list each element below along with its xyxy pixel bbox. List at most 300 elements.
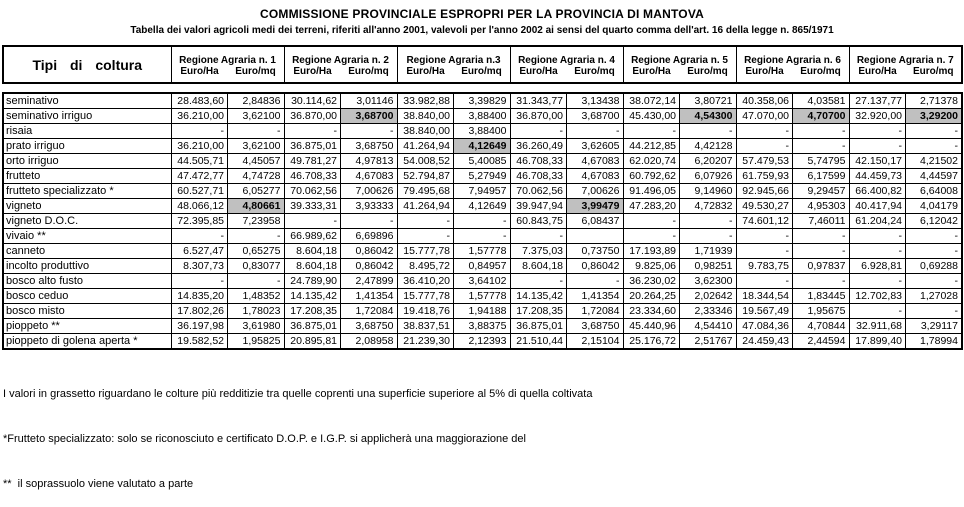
cell-value: 1,48352 (228, 289, 285, 304)
cell-value: 7,00626 (567, 184, 624, 199)
cell-value: 60.527,71 (171, 184, 228, 199)
cell-value: 1,95675 (793, 304, 850, 319)
cell-value: 4,80661 (228, 199, 285, 214)
cell-value: 3,29200 (906, 109, 963, 124)
cell-value: 17.208,35 (284, 304, 341, 319)
cell-value: 60.792,62 (623, 169, 680, 184)
cell-value: 2,02642 (680, 289, 737, 304)
table-row (3, 334, 962, 350)
cell-value: 1,72084 (341, 304, 398, 319)
cell-value: 4,74728 (228, 169, 285, 184)
cell-value: 47.283,20 (623, 199, 680, 214)
cell-value: - (793, 139, 850, 154)
cell-value: 4,70844 (793, 319, 850, 334)
cell-value: 6,12042 (906, 214, 963, 229)
cell-value: 4,67083 (341, 169, 398, 184)
cell-value: 7,23958 (228, 214, 285, 229)
cell-value: - (793, 124, 850, 139)
cell-value: 36.210,00 (171, 139, 228, 154)
cell-value: - (906, 244, 963, 259)
cell-value: 1,72084 (567, 304, 624, 319)
cell-value: 0,83077 (228, 259, 285, 274)
cell-value: 0,84957 (454, 259, 511, 274)
cell-value: 3,88375 (454, 319, 511, 334)
cell-value: 31.343,77 (510, 93, 567, 109)
unit-header-euro-ha: Euro/Ha (623, 66, 680, 83)
footnotes (3, 357, 964, 507)
cell-value: - (849, 139, 906, 154)
cell-value: 18.344,54 (736, 289, 793, 304)
values-table (2, 92, 963, 350)
cell-value: 47.070,00 (736, 109, 793, 124)
cell-value: 54.008,52 (397, 154, 454, 169)
cell-value: 24.459,43 (736, 334, 793, 350)
table-row (3, 109, 962, 124)
row-label-seminativo: seminativo (3, 93, 171, 109)
cell-value: 36.260,49 (510, 139, 567, 154)
cell-value: 3,80721 (680, 93, 737, 109)
cell-value: 4,12649 (454, 139, 511, 154)
region-header-6: Regione Agraria n. 6 (736, 46, 849, 66)
cell-value: - (906, 229, 963, 244)
cell-value: - (849, 229, 906, 244)
cell-value: 1,94188 (454, 304, 511, 319)
cell-value: - (793, 274, 850, 289)
cell-value: 27.137,77 (849, 93, 906, 109)
cell-value: 47.084,36 (736, 319, 793, 334)
cell-value: 3,68750 (341, 319, 398, 334)
table-row (3, 124, 962, 139)
cell-value: 15.777,78 (397, 244, 454, 259)
table-row (3, 259, 962, 274)
cell-value: 3,68750 (567, 319, 624, 334)
cell-value: 2,15104 (567, 334, 624, 350)
cell-value: 14.835,20 (171, 289, 228, 304)
cell-value: 36.197,98 (171, 319, 228, 334)
cell-value: 36.870,00 (284, 109, 341, 124)
cell-value: 4,72832 (680, 199, 737, 214)
cell-value: 70.062,56 (284, 184, 341, 199)
cell-value: 4,04179 (906, 199, 963, 214)
cell-value: - (284, 214, 341, 229)
page-subtitle: Tabella dei valori agricoli medi dei terreni, riferiti all'anno 2001, valevoli per l'anno 2002 ai sensi del quarto comma dell'art. 16 della legge n. 865/1971 (130, 25, 834, 36)
cell-value: 41.264,94 (397, 199, 454, 214)
cell-value: 4,42128 (680, 139, 737, 154)
cell-value: 57.479,53 (736, 154, 793, 169)
cell-value: 1,41354 (567, 289, 624, 304)
cell-value: - (736, 124, 793, 139)
cell-value: - (341, 124, 398, 139)
cell-value: 20.895,81 (284, 334, 341, 350)
cell-value: 5,27949 (454, 169, 511, 184)
cell-value: 36.230,02 (623, 274, 680, 289)
footnote-bold-values: I valori in grassetto riguardano le colture più redditizie tra quelle coprenti una superficie superiore al 5% di quella coltivata (3, 388, 593, 400)
cell-value: - (906, 274, 963, 289)
table-row (3, 244, 962, 259)
cell-value: 44.505,71 (171, 154, 228, 169)
cell-value: - (567, 124, 624, 139)
unit-header-euro-mq: Euro/mq (567, 66, 624, 83)
cell-value: 3,62300 (680, 274, 737, 289)
cell-value: 0,73750 (567, 244, 624, 259)
cell-value: 6,07926 (680, 169, 737, 184)
cell-value: 3,88400 (454, 124, 511, 139)
row-label-prato-irriguo: prato irriguo (3, 139, 171, 154)
cell-value: 4,95303 (793, 199, 850, 214)
cell-value: - (623, 214, 680, 229)
row-label-pioppeto: pioppeto ** (3, 319, 171, 334)
cell-value: 3,64102 (454, 274, 511, 289)
cell-value: 7.375,03 (510, 244, 567, 259)
unit-header-euro-mq: Euro/mq (793, 66, 850, 83)
cell-value: 1,95825 (228, 334, 285, 350)
cell-value: - (228, 124, 285, 139)
cell-value: 4,21502 (906, 154, 963, 169)
cell-value: 4,97813 (341, 154, 398, 169)
unit-header-euro-ha: Euro/Ha (171, 66, 228, 83)
cell-value: - (171, 274, 228, 289)
cell-value: 39.333,31 (284, 199, 341, 214)
cell-value: 79.495,68 (397, 184, 454, 199)
cell-value: 70.062,56 (510, 184, 567, 199)
cell-value: 74.601,12 (736, 214, 793, 229)
cell-value: 40.417,94 (849, 199, 906, 214)
cell-value: 3,39829 (454, 93, 511, 109)
cell-value: 36.875,01 (284, 139, 341, 154)
column-header-tipi-di-coltura: Tipi di coltura (3, 46, 171, 83)
cell-value: 17.193,89 (623, 244, 680, 259)
cell-value: 32.911,68 (849, 319, 906, 334)
unit-header-euro-ha: Euro/Ha (284, 66, 341, 83)
cell-value: 9.825,06 (623, 259, 680, 274)
cell-value: - (397, 214, 454, 229)
row-label-pioppeto-di-golena-aperta: pioppeto di golena aperta * (3, 334, 171, 350)
row-label-orto-irriguo: orto irriguo (3, 154, 171, 169)
cell-value: 52.794,87 (397, 169, 454, 184)
region-header-1: Regione Agraria n. 1 (171, 46, 284, 66)
cell-value: 3,13438 (567, 93, 624, 109)
header-table (2, 45, 963, 84)
cell-value: 1,41354 (341, 289, 398, 304)
cell-value: 6,17599 (793, 169, 850, 184)
cell-value: 2,71378 (906, 93, 963, 109)
cell-value: 8.604,18 (284, 259, 341, 274)
cell-value: 4,70700 (793, 109, 850, 124)
cell-value: 19.567,49 (736, 304, 793, 319)
cell-value: 1,83445 (793, 289, 850, 304)
cell-value: - (341, 214, 398, 229)
row-label-vigneto: vigneto (3, 199, 171, 214)
cell-value: 48.066,12 (171, 199, 228, 214)
cell-value: 44.212,85 (623, 139, 680, 154)
cell-value: 4,03581 (793, 93, 850, 109)
cell-value: 8.495,72 (397, 259, 454, 274)
cell-value: 3,99479 (567, 199, 624, 214)
cell-value: 6,08437 (567, 214, 624, 229)
cell-value: 39.947,94 (510, 199, 567, 214)
cell-value: - (228, 274, 285, 289)
cell-value: 6.527,47 (171, 244, 228, 259)
cell-value: 6,05277 (228, 184, 285, 199)
cell-value: 3,93333 (341, 199, 398, 214)
table-row (3, 274, 962, 289)
cell-value: - (736, 244, 793, 259)
region-header-4: Regione Agraria n. 4 (510, 46, 623, 66)
cell-value: 4,67083 (567, 169, 624, 184)
region-header-2: Regione Agraria n. 2 (284, 46, 397, 66)
cell-value: - (510, 124, 567, 139)
cell-value: 21.239,30 (397, 334, 454, 350)
cell-value: - (228, 229, 285, 244)
cell-value: 36.410,20 (397, 274, 454, 289)
table-row (3, 319, 962, 334)
cell-value: 7,46011 (793, 214, 850, 229)
cell-value: 6.928,81 (849, 259, 906, 274)
cell-value: - (510, 274, 567, 289)
cell-value: 20.264,25 (623, 289, 680, 304)
cell-value: 1,78023 (228, 304, 285, 319)
cell-value: - (849, 244, 906, 259)
cell-value: 0,86042 (341, 259, 398, 274)
cell-value: 36.875,01 (510, 319, 567, 334)
cell-value: - (906, 124, 963, 139)
footnote-frutteto-specializzato: *Frutteto specializzato: solo se riconosciuto e certificato D.O.P. e I.G.P. si applicherà una maggiorazione del (3, 433, 526, 445)
cell-value: - (171, 229, 228, 244)
cell-value: 3,62100 (228, 139, 285, 154)
cell-value: - (849, 274, 906, 289)
region-header-5: Regione Agraria n. 5 (623, 46, 736, 66)
cell-value: 2,33346 (680, 304, 737, 319)
cell-value: - (680, 229, 737, 244)
cell-value: 36.210,00 (171, 109, 228, 124)
cell-value: 38.072,14 (623, 93, 680, 109)
row-label-frutteto: frutteto (3, 169, 171, 184)
cell-value: - (849, 124, 906, 139)
cell-value: 38.837,51 (397, 319, 454, 334)
cell-value: 62.020,74 (623, 154, 680, 169)
table-row (3, 139, 962, 154)
row-label-bosco-alto-fusto: bosco alto fusto (3, 274, 171, 289)
row-label-risaia: risaia (3, 124, 171, 139)
cell-value: 61.759,93 (736, 169, 793, 184)
cell-value: 60.843,75 (510, 214, 567, 229)
cell-value: - (680, 124, 737, 139)
cell-value: 17.899,40 (849, 334, 906, 350)
unit-header-euro-ha: Euro/Ha (510, 66, 567, 83)
cell-value: 19.582,52 (171, 334, 228, 350)
cell-value: 0,65275 (228, 244, 285, 259)
cell-value: 4,44597 (906, 169, 963, 184)
table-row (3, 289, 962, 304)
cell-value: 3,88400 (454, 109, 511, 124)
row-label-bosco-misto: bosco misto (3, 304, 171, 319)
cell-value: - (736, 229, 793, 244)
table-row (3, 93, 962, 109)
cell-value: - (284, 124, 341, 139)
cell-value: 0,86042 (567, 259, 624, 274)
cell-value: - (510, 229, 567, 244)
cell-value: 7,94957 (454, 184, 511, 199)
cell-value: - (454, 214, 511, 229)
cell-value: 3,62100 (228, 109, 285, 124)
cell-value: - (680, 214, 737, 229)
cell-value: 1,57778 (454, 289, 511, 304)
cell-value: 3,29117 (906, 319, 963, 334)
cell-value: 9,14960 (680, 184, 737, 199)
cell-value: - (623, 229, 680, 244)
cell-value: 14.135,42 (510, 289, 567, 304)
cell-value: - (454, 229, 511, 244)
cell-value: 0,98251 (680, 259, 737, 274)
row-label-bosco-ceduo: bosco ceduo (3, 289, 171, 304)
cell-value: 2,08958 (341, 334, 398, 350)
cell-value: 23.334,60 (623, 304, 680, 319)
cell-value: 61.204,24 (849, 214, 906, 229)
cell-value: 9.783,75 (736, 259, 793, 274)
cell-value: 5,40085 (454, 154, 511, 169)
row-label-frutteto-specializzato: frutteto specializzato * (3, 184, 171, 199)
cell-value: 1,71939 (680, 244, 737, 259)
cell-value: - (906, 139, 963, 154)
cell-value: 45.440,96 (623, 319, 680, 334)
cell-value: - (397, 229, 454, 244)
cell-value: 72.395,85 (171, 214, 228, 229)
cell-value: 0,69288 (906, 259, 963, 274)
cell-value: 92.945,66 (736, 184, 793, 199)
cell-value: 42.150,17 (849, 154, 906, 169)
cell-value: 0,86042 (341, 244, 398, 259)
cell-value: - (793, 244, 850, 259)
cell-value: 66.989,62 (284, 229, 341, 244)
unit-header-euro-mq: Euro/mq (906, 66, 963, 83)
cell-value: 2,44594 (793, 334, 850, 350)
row-label-vigneto-d-o-c: vigneto D.O.C. (3, 214, 171, 229)
unit-header-euro-ha: Euro/Ha (736, 66, 793, 83)
cell-value: 1,27028 (906, 289, 963, 304)
cell-value: 66.400,82 (849, 184, 906, 199)
region-header-7: Regione Agraria n. 7 (849, 46, 962, 66)
cell-value: 49.530,27 (736, 199, 793, 214)
cell-value: 46.708,33 (510, 169, 567, 184)
cell-value: 4,12649 (454, 199, 511, 214)
cell-value: 6,20207 (680, 154, 737, 169)
cell-value: 32.920,00 (849, 109, 906, 124)
cell-value: - (567, 274, 624, 289)
cell-value: 6,69896 (341, 229, 398, 244)
cell-value: 28.483,60 (171, 93, 228, 109)
cell-value: 21.510,44 (510, 334, 567, 350)
cell-value: 9,29457 (793, 184, 850, 199)
cell-value: - (736, 139, 793, 154)
table-row (3, 199, 962, 214)
cell-value: 41.264,94 (397, 139, 454, 154)
unit-header-euro-ha: Euro/Ha (849, 66, 906, 83)
cell-value: 1,57778 (454, 244, 511, 259)
region-header-3: Regione Agraria n.3 (397, 46, 510, 66)
cell-value: 3,01146 (341, 93, 398, 109)
table-row (3, 169, 962, 184)
unit-header-euro-mq: Euro/mq (454, 66, 511, 83)
cell-value: 8.604,18 (510, 259, 567, 274)
cell-value: 25.176,72 (623, 334, 680, 350)
unit-header-euro-mq: Euro/mq (228, 66, 285, 83)
table-row (3, 214, 962, 229)
cell-value: 15.777,78 (397, 289, 454, 304)
table-row (3, 154, 962, 169)
cell-value: 36.870,00 (510, 109, 567, 124)
cell-value: 4,67083 (567, 154, 624, 169)
row-label-seminativo-irriguo: seminativo irriguo (3, 109, 171, 124)
cell-value: 14.135,42 (284, 289, 341, 304)
cell-value: 7,00626 (341, 184, 398, 199)
cell-value: 3,62605 (567, 139, 624, 154)
cell-value: 2,47899 (341, 274, 398, 289)
cell-value: 38.840,00 (397, 124, 454, 139)
cell-value: 5,74795 (793, 154, 850, 169)
page-title: COMMISSIONE PROVINCIALE ESPROPRI PER LA PROVINCIA DI MANTOVA (259, 7, 705, 21)
cell-value: - (171, 124, 228, 139)
table-row (3, 229, 962, 244)
table-row (3, 184, 962, 199)
cell-value: 2,84836 (228, 93, 285, 109)
cell-value: 4,54300 (680, 109, 737, 124)
cell-value: 2,12393 (454, 334, 511, 350)
cell-value: 33.982,88 (397, 93, 454, 109)
cell-value: 2,51767 (680, 334, 737, 350)
cell-value (567, 229, 624, 244)
cell-value: - (849, 304, 906, 319)
cell-value: - (793, 229, 850, 244)
unit-header-euro-mq: Euro/mq (680, 66, 737, 83)
cell-value: 46.708,33 (284, 169, 341, 184)
cell-value: 4,45057 (228, 154, 285, 169)
row-label-canneto: canneto (3, 244, 171, 259)
cell-value: 17.802,26 (171, 304, 228, 319)
cell-value: 1,78994 (906, 334, 963, 350)
cell-value: - (906, 304, 963, 319)
cell-value: 24.789,90 (284, 274, 341, 289)
cell-value: 91.496,05 (623, 184, 680, 199)
cell-value: 8.307,73 (171, 259, 228, 274)
footnote-soprassuolo: ** il soprassuolo viene valutato a parte (3, 478, 194, 490)
cell-value: 6,64008 (906, 184, 963, 199)
cell-value: 49.781,27 (284, 154, 341, 169)
cell-value: 3,68750 (341, 139, 398, 154)
cell-value: 36.875,01 (284, 319, 341, 334)
cell-value: 12.702,83 (849, 289, 906, 304)
cell-value: 47.472,77 (171, 169, 228, 184)
cell-value: 8.604,18 (284, 244, 341, 259)
cell-value: 3,61980 (228, 319, 285, 334)
cell-value: 38.840,00 (397, 109, 454, 124)
unit-header-euro-ha: Euro/Ha (397, 66, 454, 83)
cell-value: 19.418,76 (397, 304, 454, 319)
row-label-incolto-produttivo: incolto produttivo (3, 259, 171, 274)
cell-value: 3,68700 (341, 109, 398, 124)
cell-value: 40.358,06 (736, 93, 793, 109)
cell-value: 45.430,00 (623, 109, 680, 124)
cell-value: 44.459,73 (849, 169, 906, 184)
cell-value: 17.208,35 (510, 304, 567, 319)
cell-value: 3,68700 (567, 109, 624, 124)
cell-value: 0,97837 (793, 259, 850, 274)
cell-value: - (736, 274, 793, 289)
row-label-vivaio: vivaio ** (3, 229, 171, 244)
cell-value: 4,54410 (680, 319, 737, 334)
cell-value: - (623, 124, 680, 139)
cell-value: 30.114,62 (284, 93, 341, 109)
cell-value: 46.708,33 (510, 154, 567, 169)
